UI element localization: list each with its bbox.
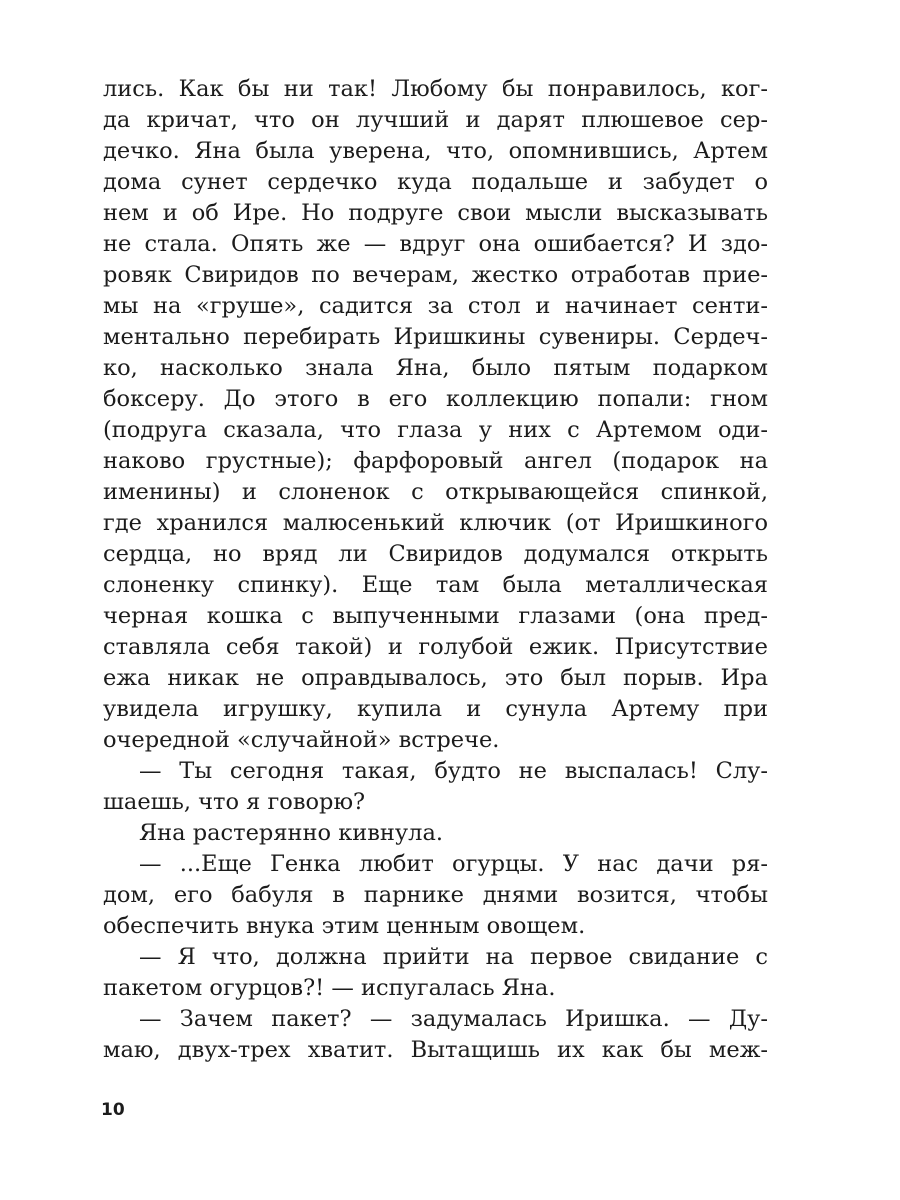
text-line: увидела игрушку, купила и сунула Артему при bbox=[103, 696, 768, 722]
text-line: шаешь, что я говорю? bbox=[103, 789, 366, 815]
text-line: ментально перебирать Иришкины сувениры. Сердеч- bbox=[103, 324, 768, 350]
text-line: именины) и слоненок с открывающейся спинкой, bbox=[103, 479, 768, 505]
text-line: да кричат, что он лучший и дарят плюшевое сер- bbox=[103, 107, 768, 133]
text-line: ко, насколько знала Яна, было пятым подарком bbox=[103, 355, 768, 381]
text-line: дечко. Яна была уверена, что, опомнившись, Артем bbox=[103, 138, 768, 164]
text-line: лись. Как бы ни так! Любому бы понравилось, ког- bbox=[103, 76, 768, 102]
body-text bbox=[103, 74, 768, 1066]
text-line: боксеру. До этого в его коллекцию попали: гном bbox=[103, 386, 768, 412]
page-number: 10 bbox=[101, 1100, 125, 1120]
text-line: пакетом огурцов?! — испугалась Яна. bbox=[103, 975, 556, 1001]
text-line: где хранился малюсенький ключик (от Иришкиного bbox=[103, 510, 768, 536]
text-line: маю, двух-трех хватит. Вытащишь их как бы меж- bbox=[103, 1037, 768, 1063]
text-line: дом, его бабуля в парнике днями возится, чтобы bbox=[103, 882, 768, 908]
text-line: сердца, но вряд ли Свиридов додумался открыть bbox=[103, 541, 768, 567]
text-line: — ...Еще Генка любит огурцы. У нас дачи ря- bbox=[139, 851, 768, 877]
text-line: наково грустные); фарфоровый ангел (подарок на bbox=[103, 448, 768, 474]
text-line: ежа никак не оправдывалось, это был порыв. Ира bbox=[103, 665, 768, 691]
text-line: очередной «случайной» встрече. bbox=[103, 727, 500, 753]
text-line: ровяк Свиридов по вечерам, жестко отработав прие- bbox=[103, 262, 768, 288]
text-line: нем и об Ире. Но подруге свои мысли высказывать bbox=[103, 200, 768, 226]
text-line: — Я что, должна прийти на первое свидание с bbox=[139, 944, 768, 970]
text-line: дома сунет сердечко куда подальше и забудет о bbox=[103, 169, 768, 195]
text-line: (подруга сказала, что глаза у них с Артемом оди- bbox=[103, 417, 768, 443]
text-line: обеспечить внука этим ценным овощем. bbox=[103, 913, 586, 939]
text-line: слоненку спинку). Еще там была металлическая bbox=[103, 572, 768, 598]
text-line: — Ты сегодня такая, будто не выспалась! Слу- bbox=[139, 758, 768, 784]
text-line: мы на «груше», садится за стол и начинает сенти- bbox=[103, 293, 768, 319]
text-line: черная кошка с выпученными глазами (она пред- bbox=[103, 603, 768, 629]
text-line: — Зачем пакет? — задумалась Иришка. — Ду- bbox=[139, 1006, 768, 1032]
text-line: Яна растерянно кивнула. bbox=[139, 820, 444, 846]
text-line: не стала. Опять же — вдруг она ошибается? И здо- bbox=[103, 231, 768, 257]
text-line: ставляла себя такой) и голубой ежик. Присутствие bbox=[103, 634, 768, 660]
